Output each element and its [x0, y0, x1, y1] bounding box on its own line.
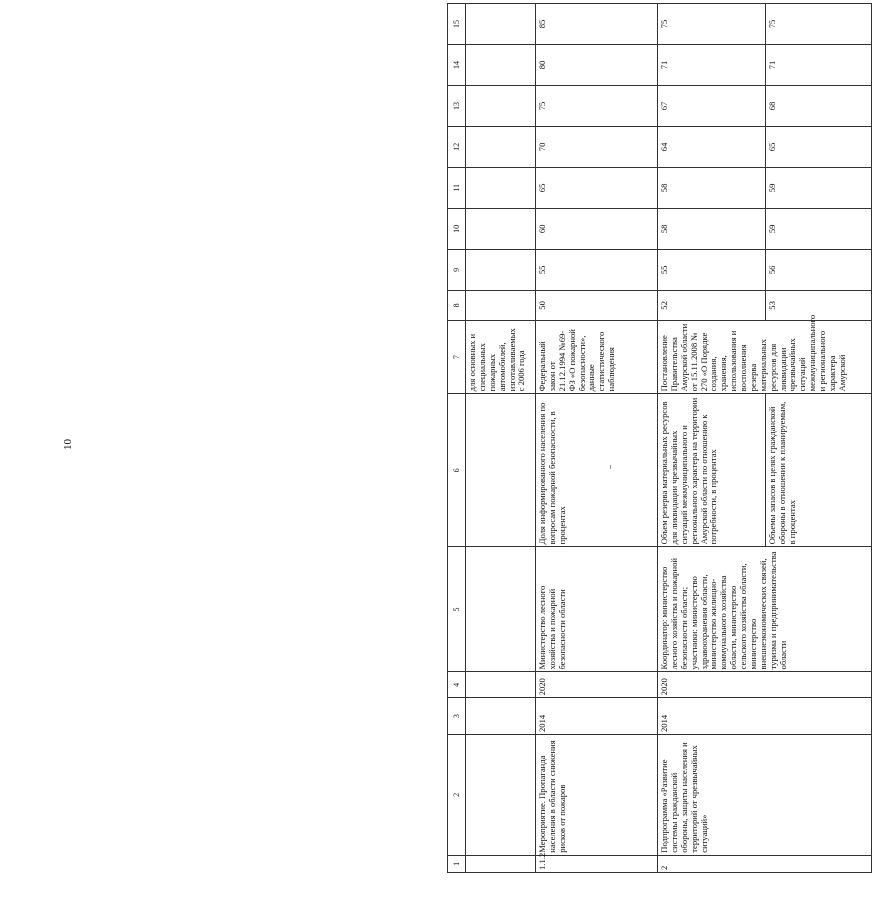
cell-value: 75	[766, 4, 872, 45]
column-number: 11	[448, 167, 466, 208]
cell-value: 68	[766, 85, 872, 126]
column-number: 6	[448, 394, 466, 547]
cell-executor: Министерство лесного хозяйства и пожарной безопасности области	[536, 547, 658, 672]
column-number-row	[448, 4, 466, 873]
cell-value: 55	[658, 249, 766, 290]
cell-value: 52	[658, 290, 766, 320]
cell-value	[466, 45, 536, 86]
cell-value: 85	[536, 4, 658, 45]
column-number: 15	[448, 4, 466, 45]
cell-indicator: Доля информированного населения по вопросам пожарной безопасности, в процентах	[536, 394, 658, 547]
cell-start-year: 2014	[658, 698, 872, 735]
column-number: 8	[448, 290, 466, 320]
cell-start-year	[466, 698, 536, 735]
cell-value: 65	[766, 126, 872, 167]
cell-name	[466, 735, 536, 856]
cell-value	[466, 167, 536, 208]
cell-value: 80	[536, 45, 658, 86]
column-number: 1	[448, 855, 466, 872]
cell-executor: Координатор: министерство лесного хозяйства и пожарной безопасности области; участники: министерство здравоохранения области, министерство жилищно-коммунального хозяйства области, министерство сельского хозяйства области, министерство внешнеэкономических связей, туризма и предпринимательства области	[658, 547, 872, 672]
cell-source: Постановление Правительства Амурской области от 15.11.2008 № 270 «О Порядке создания, хранения, использования и восполнения резерва материальных ресурсов для ликвидации чрезвычайных ситуаций межмуниципального и регионального характера Амурской	[658, 321, 872, 394]
column-number: 14	[448, 45, 466, 86]
cell-value	[466, 249, 536, 290]
cell-value: 70	[536, 126, 658, 167]
cell-value: 71	[766, 45, 872, 86]
column-number: 13	[448, 85, 466, 126]
program-table	[447, 3, 872, 873]
cell-end-year: 2020	[658, 672, 872, 698]
cell-value: 65	[536, 167, 658, 208]
cell-end-year	[466, 672, 536, 698]
cell-value: 58	[658, 208, 766, 249]
table-row	[658, 4, 766, 873]
cell-value: 53	[766, 290, 872, 320]
cell-value: 60	[536, 208, 658, 249]
table-row	[466, 4, 536, 873]
cell-value	[466, 85, 536, 126]
cell-value: 71	[658, 45, 766, 86]
cell-value	[466, 4, 536, 45]
column-number: 4	[448, 672, 466, 698]
cell-indicator	[466, 394, 536, 547]
cell-value: 64	[658, 126, 766, 167]
column-number: 5	[448, 547, 466, 672]
cell-indicator: Объем резерва материальных ресурсов для ликвидации чрезвычайных ситуаций межмуниципального и регионального характера на территории Амурской области по отношению к потребности, в процентах	[658, 394, 766, 547]
column-number: 3	[448, 698, 466, 735]
cell-value: 75	[658, 4, 766, 45]
column-number: 9	[448, 249, 466, 290]
document-sheet	[447, 3, 867, 873]
cell-name: Подпрограмма «Развитие системы гражданской обороны, защиты населения и территорий от чрезвычайных ситуаций»	[658, 735, 872, 856]
table-row	[536, 4, 658, 873]
cell-name: Мероприятие. Пропаганда населения в области снижения рисков от пожаров	[536, 735, 658, 856]
cell-executor	[466, 547, 536, 672]
cell-source: для основных и специальных пожарных автомобилей, изготавливаемых с 2006 года	[466, 321, 536, 394]
cell-value: 67	[658, 85, 766, 126]
cell-source: Федеральный закон от 21.12.1994 №69-ФЗ «О пожарной безопасности», данные статистического наблюдения	[536, 321, 658, 394]
scan-mark	[610, 465, 611, 469]
cell-value	[466, 208, 536, 249]
cell-index: 1.1.2	[536, 855, 658, 872]
column-number: 2	[448, 735, 466, 856]
cell-end-year: 2020	[536, 672, 658, 698]
column-number: 7	[448, 321, 466, 394]
cell-indicator: Объемы запасов в целях гражданской обороны в отношении к планируемым, в процентах	[766, 394, 872, 547]
cell-value: 56	[766, 249, 872, 290]
cell-value: 55	[536, 249, 658, 290]
cell-index: 2	[658, 855, 872, 872]
cell-index	[466, 855, 536, 872]
cell-start-year: 2014	[536, 698, 658, 735]
cell-value: 59	[766, 208, 872, 249]
page-number: 10	[62, 439, 74, 450]
cell-value: 58	[658, 167, 766, 208]
cell-value: 50	[536, 290, 658, 320]
cell-value: 75	[536, 85, 658, 126]
cell-value: 59	[766, 167, 872, 208]
column-number: 12	[448, 126, 466, 167]
column-number: 10	[448, 208, 466, 249]
cell-value	[466, 290, 536, 320]
cell-value	[466, 126, 536, 167]
